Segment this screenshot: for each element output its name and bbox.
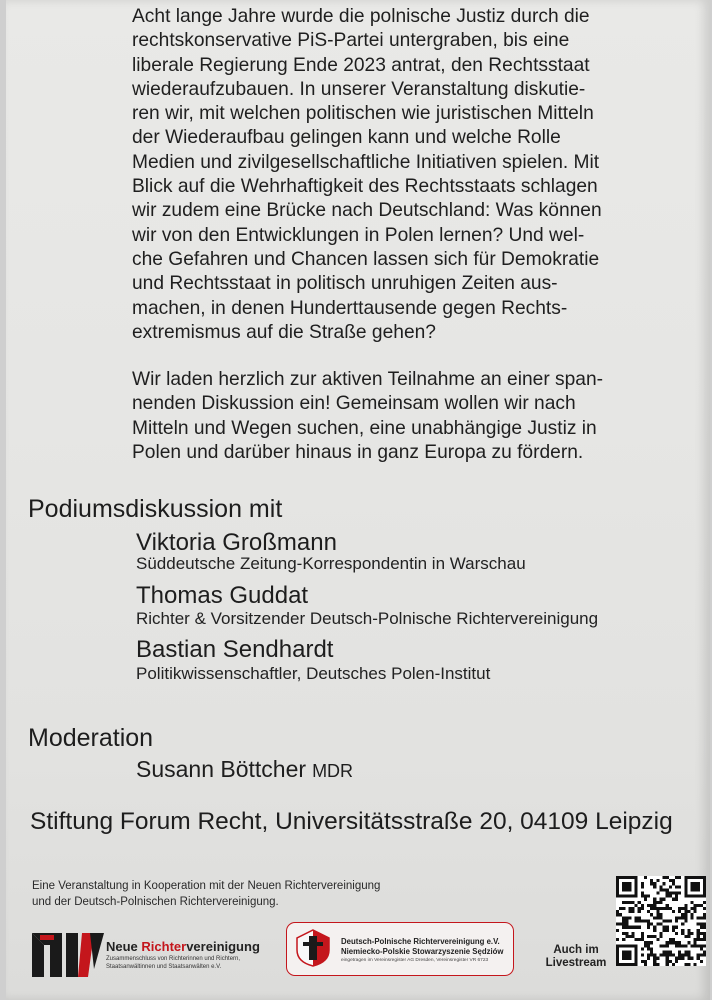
- qr-code-icon[interactable]: [616, 876, 706, 966]
- text-line: wir von den Entwicklungen in Polen lernen? Und wel-: [132, 224, 585, 246]
- flyer-page: [6, 0, 710, 1000]
- panelist-name: Thomas Guddat: [136, 582, 309, 609]
- text-line: extremismus auf die Straße gehen?: [132, 321, 436, 343]
- dprv-logo: [286, 922, 514, 976]
- text-line: liberale Regierung Ende 2023 antrat, den Rechtsstaat: [132, 54, 590, 76]
- panelist-role: Süddeutsche Zeitung-Korrespondentin in Warschau: [136, 554, 526, 573]
- text-line: rechtskonservative PiS-Partei untergraben, bis eine: [132, 30, 570, 52]
- nrv-logo-title: Neue Richtervereinigung: [106, 939, 260, 954]
- cooperation-note-line: Eine Veranstaltung in Kooperation mit der Neuen Richtervereinigung: [32, 880, 381, 892]
- dprv-logo-title: Deutsch-Polnische Richtervereinigung e.V.: [341, 937, 500, 946]
- livestream-note: Auch im Livestream: [545, 944, 607, 969]
- text-line: nenden Diskussion ein! Gemeinsam wollen wir nach: [132, 393, 576, 415]
- dprv-logo-registry: eingetragen im Vereinsregister AG Dresden, Vereinsregister VR 6723: [341, 958, 489, 963]
- text-line: Wir laden herzlich zur aktiven Teilnahme an einer span-: [132, 369, 604, 390]
- nrv-logo-subtitle: Staatsanwältinnen und Staatsanwälten e.V.: [106, 964, 222, 970]
- nrv-logo-icon: [32, 925, 104, 977]
- text-line: che Gefahren und Chancen lassen sich für Demokratie: [132, 248, 600, 270]
- panelist-name: Bastian Sendhardt: [136, 636, 334, 663]
- podium-heading: Podiumsdiskussion mit: [28, 495, 283, 523]
- venue-address: Stiftung Forum Recht, Universitätsstraße 20, 04109 Leipzig: [30, 808, 673, 835]
- text-line: wir zudem eine Brücke nach Deutschland: Was können: [132, 200, 602, 222]
- invitation-paragraph: [132, 368, 692, 465]
- panelist-name: Viktoria Großmann: [136, 529, 337, 556]
- text-line: wiederaufzubauen. In unserer Veranstaltung diskutie-: [132, 78, 586, 100]
- cooperation-note-line: und der Deutsch-Polnischen Richtervereinigung.: [32, 896, 279, 908]
- text-line: Blick auf die Wehrhaftigkeit des Rechtsstaats schlagen: [132, 176, 598, 198]
- nrv-logo-subtitle: Zusammenschluss von Richterinnen und Richtern,: [106, 956, 241, 962]
- moderation-heading: Moderation: [28, 724, 154, 752]
- text-line: Polen und darüber hinaus in ganz Europa zu fördern.: [132, 441, 584, 463]
- moderator-name: Susann Böttcher: [136, 756, 307, 782]
- text-line: Mitteln und Wegen suchen, eine unabhängige Justiz in: [132, 417, 597, 439]
- text-line: machen, in denen Hunderttausende gegen Rechts-: [132, 297, 568, 319]
- moderator: [136, 756, 353, 783]
- text-line: Medien und zivilgesellschaftliche Initiativen spielen. Mit: [132, 151, 600, 173]
- text-line: ren wir, mit welchen politischen wie juristischen Mitteln: [132, 103, 594, 125]
- text-line: und Rechtsstaat in politisch unruhigen Zeiten aus-: [132, 273, 558, 295]
- text-line: Acht lange Jahre wurde die polnische Justiz durch die: [132, 6, 590, 27]
- dprv-emblem-icon: [293, 928, 333, 968]
- moderator-org: MDR: [312, 761, 354, 781]
- panelist-role: Politikwissenschaftler, Deutsches Polen-Institut: [136, 664, 491, 683]
- text-line: der Wiederaufbau gelingen kann und welche Rolle: [132, 127, 561, 149]
- panelist-role: Richter & Vorsitzender Deutsch-Polnische Richtervereinigung: [136, 609, 599, 628]
- dprv-logo-title-polish: Niemiecko-Polskie Stowarzyszenie Sędziów: [341, 947, 504, 956]
- nrv-logo: [32, 925, 272, 980]
- intro-paragraph: [132, 5, 692, 345]
